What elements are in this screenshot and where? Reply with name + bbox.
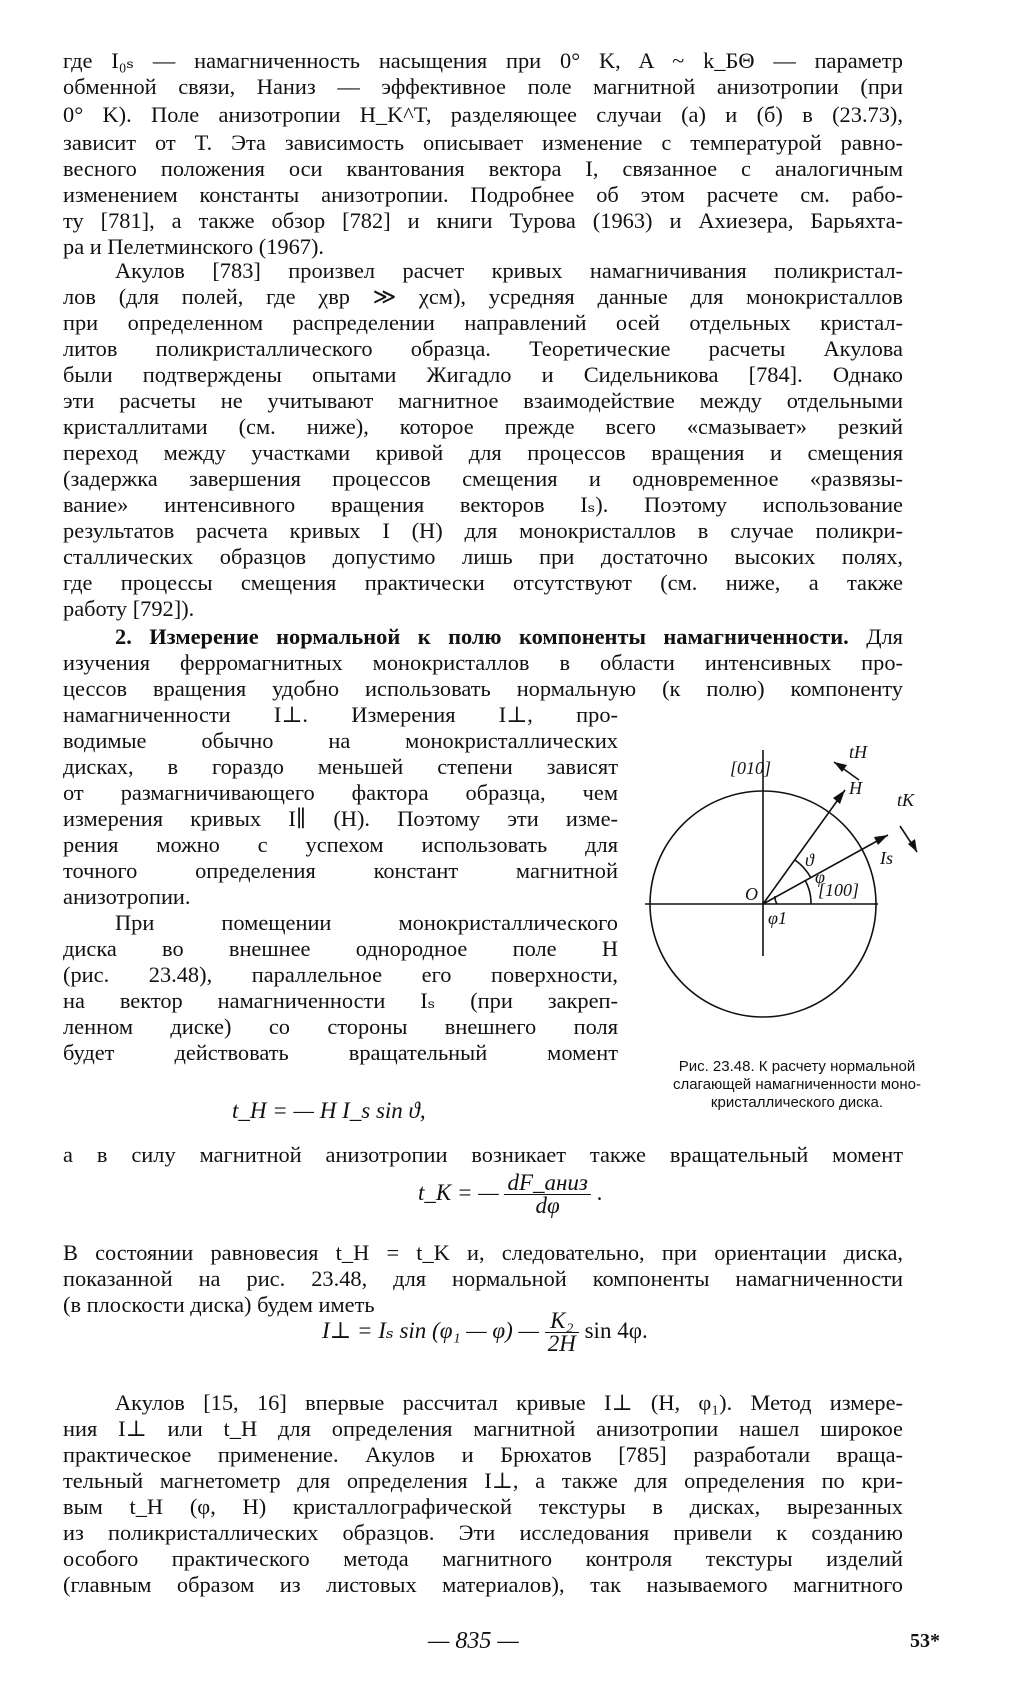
arrowhead-H <box>833 790 845 804</box>
formula-tK-left: t_K = — <box>418 1179 499 1205</box>
text-line: намагниченности I⊥. Измерения I⊥, про- <box>63 702 618 727</box>
text-line: измерения кривых I∥ (H). Поэтому эти изме- <box>63 806 618 831</box>
caption-line: кристаллического диска. <box>710 1094 884 1111</box>
formula-tH: t_H = — H I_s sin ϑ, <box>232 1098 426 1123</box>
formula-tK-numerator: dF_аниз <box>504 1172 590 1195</box>
text-line: 0° K). Поле анизотропии H_K^T, разделяющее случаи (а) и (б) в (23.73), <box>63 102 903 127</box>
formula-Iperp-left: I⊥ = Iₛ sin (φ₁ — φ) — <box>322 1317 539 1343</box>
formula-Iperp <box>322 1310 648 1355</box>
text-line: были подтверждены опытами Жигадло и Сидельникова [784]. Однако <box>63 362 903 387</box>
label-tK: tK <box>897 790 915 810</box>
label-phi: φ <box>815 867 825 887</box>
arrowhead-Is <box>874 835 888 845</box>
text-line: где I₀ₛ — намагниченность насыщения при 0° K, A ~ k_БΘ — параметр <box>63 48 903 73</box>
text-line: тельный магнетометр для определения I⊥, а также для определения по кри- <box>63 1468 903 1493</box>
text-line: Акулов [15, 16] впервые рассчитал кривые I⊥ (H, φ₁). Метод измере- <box>115 1390 903 1415</box>
text-line: диска во внешнее однородное поле H <box>63 936 618 961</box>
text-line: вым t_H (φ, H) кристаллографической текстуры в дисках, вырезанных <box>63 1494 903 1519</box>
formula-Iperp-right: sin 4φ. <box>584 1317 648 1343</box>
paragraph-top <box>63 48 903 260</box>
text-line: дисках, в гораздо меньшей степени зависят <box>63 754 618 779</box>
text-line: на вектор намагниченности Iₛ (при закреп- <box>63 988 618 1013</box>
text-line: переход между участками кривой для процессов вращения и смещения <box>63 440 903 465</box>
section-heading-line <box>63 624 903 650</box>
label-theta: ϑ <box>805 850 814 870</box>
text-line: вание» интенсивного вращения векторов Iₛ). Поэтому использование <box>63 492 903 517</box>
label-010: [010] <box>730 758 772 778</box>
figure-caption <box>632 1058 962 1112</box>
figure-23-48 <box>635 738 935 1028</box>
text-line: обменной связи, Hаниз — эффективное поле магнитной анизотропии (при <box>63 74 903 99</box>
label-100: [100] <box>818 880 860 900</box>
text-line: При помещении монокристаллического <box>115 910 618 935</box>
text-line: ра и Пелетминского (1967). <box>63 234 325 259</box>
text-line: эти расчеты не учитывают магнитное взаимодействие между отдельными <box>63 388 903 413</box>
text-line: где процессы смещения практически отсутствуют (см. ниже, а также <box>63 570 903 595</box>
label-H: H <box>849 778 862 798</box>
text-line: лов (для полей, где χвр ≫ χсм), усредняя данные для монокристаллов <box>63 284 903 309</box>
text-line: а в силу магнитной анизотропии возникает также вращательный момент <box>63 1142 903 1167</box>
text-line: цессов вращения удобно использовать нормальную (к полю) компоненту <box>63 676 903 701</box>
text-line: изменением константы анизотропии. Подробнее об этом расчете см. рабо- <box>63 182 903 207</box>
text-line: работу [792]). <box>63 596 195 621</box>
page-number: — 835 — <box>428 1628 519 1654</box>
label-tH: tH <box>849 742 867 762</box>
caption-line: Рис. 23.48. К расчету нормальной <box>678 1058 916 1075</box>
text-line: зависит от T. Эта зависимость описывает изменение с температурой равно- <box>63 130 903 155</box>
text-line: сталлических образцов допустимо лишь при достаточно высоких полях, <box>63 544 903 569</box>
text-line: при определенном распределении направлений осей отдельных кристал- <box>63 310 903 335</box>
text-line: точного определения констант магнитной <box>63 858 618 883</box>
text-line: ту [781], а также обзор [782] и книги Турова (1963) и Ахиезера, Барьяхта- <box>63 208 903 233</box>
text-line: литов поликристаллического образца. Теоретические расчеты Акулова <box>63 336 903 361</box>
narrow-column-1 <box>63 702 618 910</box>
text-line: особого практического метода магнитного контроля текстуры изделий <box>63 1546 903 1571</box>
paragraph-equilibrium <box>63 1240 903 1318</box>
text-line: результатов расчета кривых I (H) для монокристаллов в случае поликри- <box>63 518 903 543</box>
text-line: (задержка завершения процессов смещения и одновременное «развязы- <box>63 466 903 491</box>
arc-phi <box>805 880 811 904</box>
text-fragment: Для <box>866 624 903 649</box>
formula-tK <box>418 1172 602 1217</box>
formula-Iperp-numerator: K₂ <box>545 1310 579 1333</box>
text-line: будет действовать вращательный момент <box>63 1040 618 1065</box>
signature-mark: 53* <box>910 1630 940 1652</box>
text-line: (в плоскости диска) будем иметь <box>63 1292 375 1317</box>
label-origin: O <box>745 884 758 904</box>
text-line: кристаллитами (см. ниже), которое прежде всего «смазывает» резкий <box>63 414 903 439</box>
text-line: из поликристаллических образцов. Эти исследования привели к созданию <box>63 1520 903 1545</box>
formula-Iperp-denominator: 2H <box>547 1331 576 1356</box>
caption-line: слагающей намагниченности моно- <box>672 1076 922 1093</box>
text-line: ния I⊥ или t_H для определения магнитной анизотропии нашел широкое <box>63 1416 903 1441</box>
text-line: весного положения оси квантования вектора I, связанное с аналогичным <box>63 156 903 181</box>
section-2 <box>63 624 903 702</box>
formula-tK-denominator: dφ <box>535 1193 560 1218</box>
label-Is: Is <box>880 848 893 868</box>
text-line: от размагничивающего фактора образца, чем <box>63 780 618 805</box>
text-line: практическое применение. Акулов и Брюхатов [785] разработали враща- <box>63 1442 903 1467</box>
text-line: В состоянии равновесия t_H = t_K и, следовательно, при ориентации диска, <box>63 1240 903 1265</box>
formula-tK-fraction <box>504 1172 590 1217</box>
text-line: (главным образом из листовых материалов), так называемого магнитного <box>63 1572 903 1597</box>
text-line: ленном диске) со стороны внешнего поля <box>63 1014 618 1039</box>
paragraph-final <box>63 1390 903 1598</box>
formula-Iperp-fraction <box>545 1310 579 1355</box>
formula-tK-end: . <box>596 1179 603 1205</box>
narrow-column-2 <box>63 910 618 1066</box>
text-between <box>63 1142 903 1168</box>
text-line: Акулов [783] произвел расчет кривых намагничивания поликристал- <box>115 258 903 283</box>
text-line: анизотропии. <box>63 884 191 909</box>
text-line: рения можно с успехом использовать для <box>63 832 618 857</box>
section-heading: 2. Измерение нормальной к полю компоненты намагниченности. <box>115 624 849 649</box>
text-line: показанной на рис. 23.48, для нормальной компоненты намагниченности <box>63 1266 903 1291</box>
text-line: водимые обычно на монокристаллических <box>63 728 618 753</box>
text-line: (рис. 23.48), параллельное его поверхности, <box>63 962 618 987</box>
label-phi1: φ1 <box>768 908 787 928</box>
paragraph-akulov <box>63 258 903 622</box>
text-line: изучения ферромагнитных монокристаллов в области интенсивных про- <box>63 650 903 675</box>
